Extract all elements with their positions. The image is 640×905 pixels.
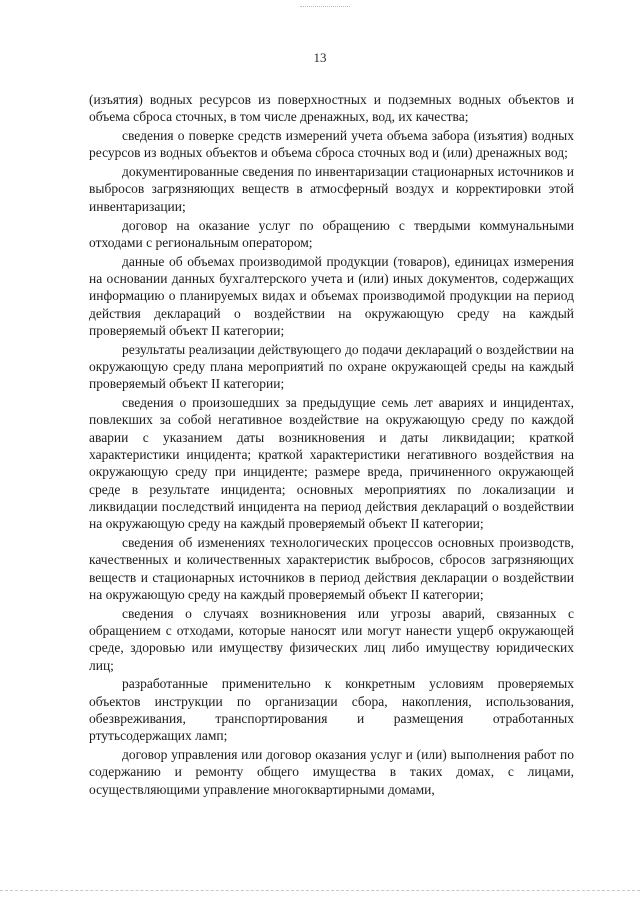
- paragraph: данные об объемах производимой продукции (товаров), единицах измерения на основании данных бухгалтерского учета и (или) иных документов, содержащих информацию о планируемых видах и объемах производимой продукции на период действия деклараций о воздействии на окружающую среду на каждый проверяемый объект II категории;: [89, 253, 574, 338]
- paragraph: разработанные применительно к конкретным условиям проверяемых объектов инструкции по организации сбора, накопления, использования, обезвреживания, транспортирования и размещения отработанных ртутьсодержащих ламп;: [89, 676, 574, 744]
- paragraph: договор на оказание услуг по обращению с твердыми коммунальными отходами с региональным оператором;: [89, 217, 574, 250]
- paragraph: результаты реализации действующего до подачи деклараций о воздействии на окружающую среду плана мероприятий по охране окружающей среды на каждый проверяемый объект II категории;: [89, 341, 574, 392]
- scan-edge-top: [300, 6, 350, 8]
- paragraph: договор управления или договор оказания услуг и (или) выполнения работ по содержанию и ремонту общего имущества в таких домах, с лицами, осуществляющими управление многоквартирными домами,: [89, 746, 574, 797]
- paragraph: документированные сведения по инвентаризации стационарных источников и выбросов загрязняющих веществ в атмосферный воздух и корректировки этой инвентаризации;: [89, 164, 574, 214]
- paragraph: (изъятия) водных ресурсов из поверхностных и подземных водных объектов и объема сброса сточных, в том числе дренажных, вод, их качества;: [89, 92, 574, 125]
- scan-edge-bottom: [0, 890, 640, 892]
- page-body: [89, 91, 574, 799]
- paragraph: сведения о произошедших за предыдущие семь лет авариях и инцидентах, повлекших за собой негативное воздействие на окружающую среду по каждой аварии с указанием даты возникновения и даты ликвидации; краткой характеристики инцидента; краткой характеристики негативного воздействия на окружающую среду при инциденте; размере вреда, причиненного окружающей среде в результате инцидента; основных мероприятиях по локализации и ликвидации последствий инцидента на период действия деклараций о воздействии на окружающую среду на каждый проверяемый объект II категории;: [89, 395, 574, 532]
- paragraph: сведения об изменениях технологических процессов основных производств, качественных и количественных характеристик выбросов, сбросов загрязняющих веществ и стационарных источников в период действия декларации о воздействии на окружающую среду на каждый проверяемый объект II категории;: [89, 534, 574, 602]
- page-number: 13: [313, 50, 327, 65]
- paragraph: сведения о случаях возникновения или угрозы аварий, связанных с обращением с отходами, которые наносят или могут нанести ущерб окружающей среде, здоровью или имуществу физических лиц либо имуществу юридических лиц;: [89, 605, 574, 673]
- paragraph: сведения о поверке средств измерений учета объема забора (изъятия) водных ресурсов из водных объектов и объема сброса сточных вод и (или) дренажных вод;: [89, 128, 574, 161]
